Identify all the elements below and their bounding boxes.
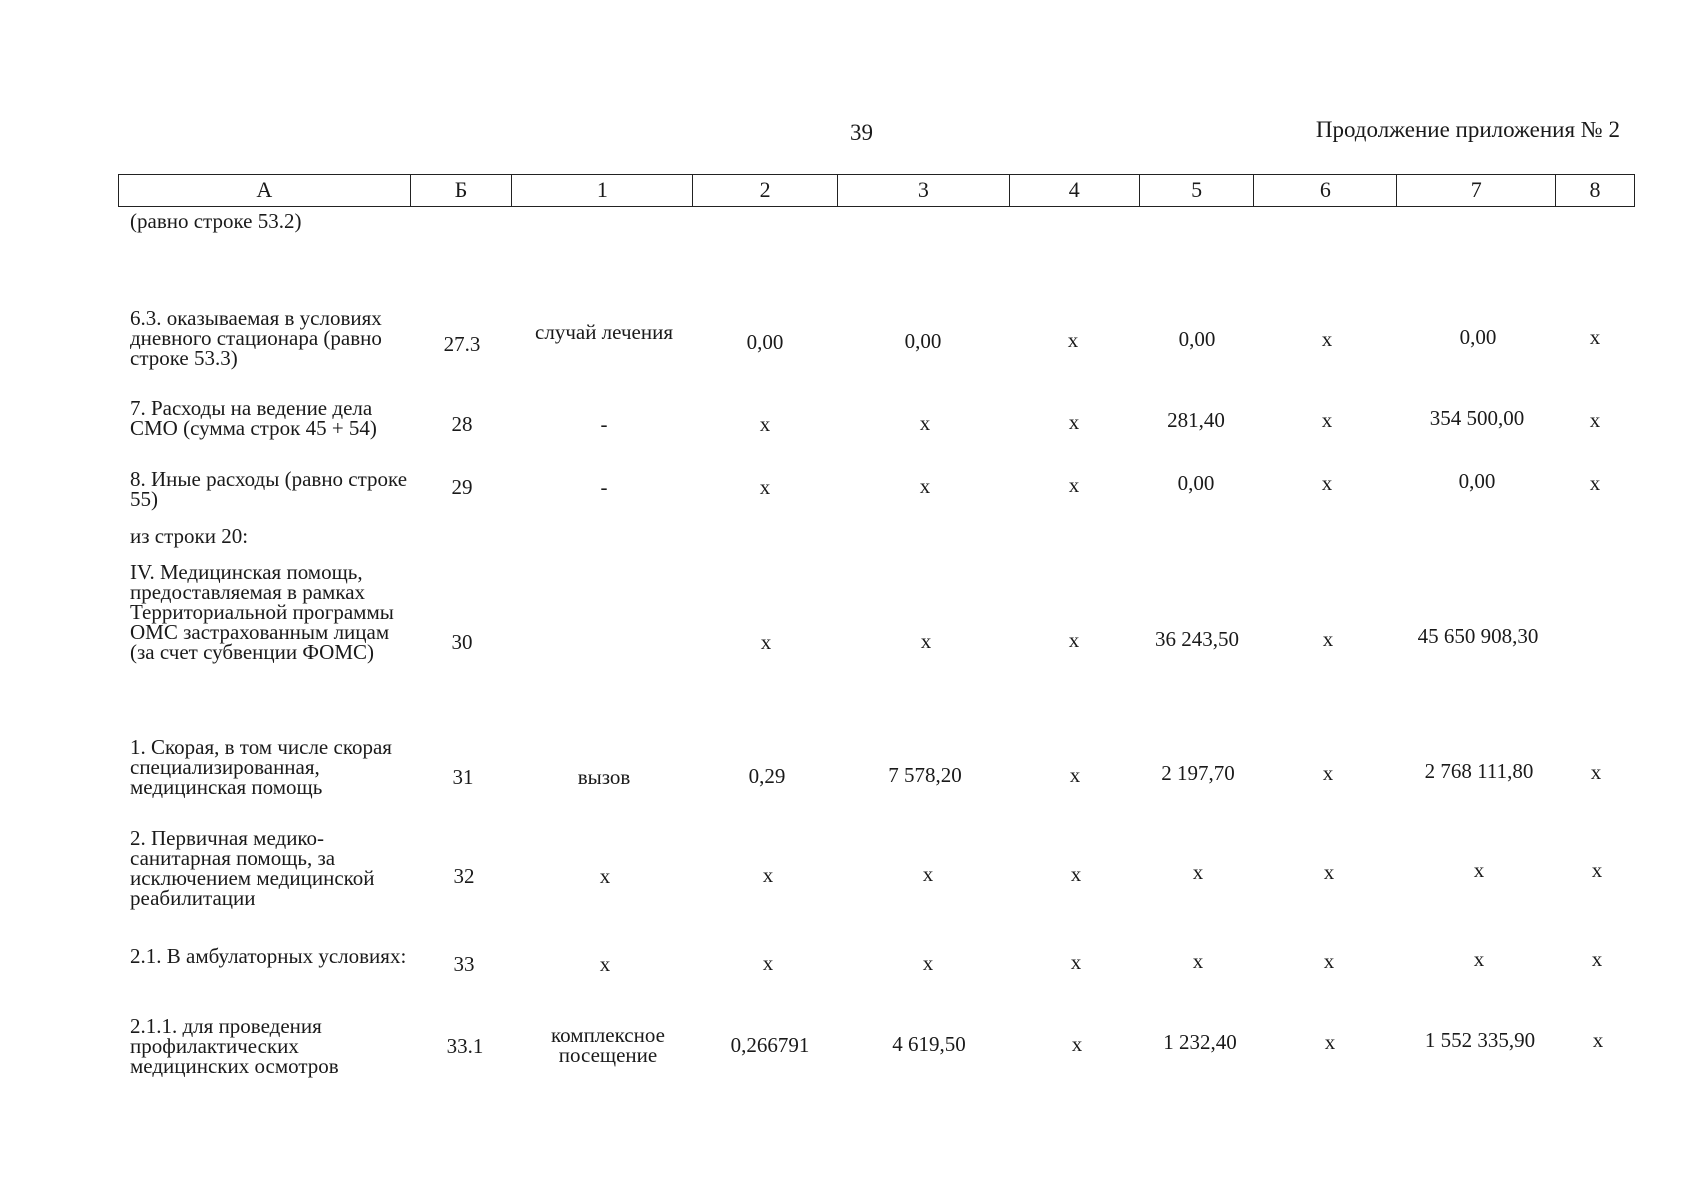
row-col-7: 45 650 908,30 (1417, 624, 1539, 648)
row-code: 33 (453, 952, 475, 976)
row-name: 6.3. оказываемая в условиях дневного стационара (равно строке 53.3) (130, 306, 382, 370)
header-col-4: 4 (1010, 175, 1140, 206)
row-col-8: х (1589, 408, 1601, 432)
header-col-6: 6 (1254, 175, 1397, 206)
row-col-5: 2 197,70 (1161, 761, 1235, 785)
row-col-2: х (759, 412, 771, 436)
row-code: 28 (451, 412, 473, 436)
row-col-4: х (1068, 410, 1080, 434)
row-name: 7. Расходы на ведение дела СМО (сумма строк 45 + 54) (130, 396, 377, 440)
row-col-4: х (1070, 862, 1082, 886)
row-col-6: х (1321, 327, 1333, 351)
header-col-8: 8 (1589, 177, 1601, 202)
row-col-5: 1 232,40 (1163, 1030, 1237, 1054)
row-name: 2.1. В амбулаторных условиях: (130, 944, 407, 968)
row-unit: х (599, 952, 611, 976)
row-col-8: х (1592, 1028, 1604, 1052)
row-col-8: х (1589, 471, 1601, 495)
header-col-5: 5 (1140, 175, 1255, 206)
row-col-6: х (1323, 949, 1335, 973)
row-unit: случай лечения (535, 320, 673, 344)
row-col-3: х (922, 862, 934, 886)
header-col-7: 7 (1397, 175, 1556, 206)
row-col-2: х (760, 630, 772, 654)
row-col-3: х (922, 951, 934, 975)
row-col-6: х (1323, 860, 1335, 884)
row-col-7: х (1473, 947, 1485, 971)
row-col-4: х (1069, 763, 1081, 787)
row-code: 27.3 (443, 332, 481, 356)
row-col-3: х (920, 629, 932, 653)
header-col-a: А (119, 175, 411, 206)
row-col-7: 0,00 (1459, 325, 1497, 349)
row-col-7: 1 552 335,90 (1424, 1028, 1536, 1052)
row-col-8: х (1591, 947, 1603, 971)
section-note: из строки 20: (130, 524, 249, 548)
row-col-3: 4 619,50 (892, 1032, 966, 1056)
row-unit: комплексное посещение (551, 1023, 665, 1067)
header-col-b: Б (411, 175, 513, 206)
table-header-row (118, 174, 1635, 207)
row-code: 30 (451, 630, 473, 654)
row-name: 2. Первичная медико-санитарная помощь, за исключением медицинской реабилитации (130, 826, 375, 910)
row-col-2: х (762, 863, 774, 887)
row-col-8: х (1589, 325, 1601, 349)
page-number: 39 (850, 120, 873, 145)
row-unit: х (599, 864, 611, 888)
row-col-4: х (1068, 473, 1080, 497)
row-unit: - (600, 412, 608, 436)
row-col-8: х (1590, 760, 1602, 784)
row-code: 33.1 (446, 1034, 484, 1058)
row-name: 1. Скорая, в том числе скорая специализированная, медицинская помощь (130, 735, 392, 799)
row-col-2: х (762, 951, 774, 975)
continuation-text: (равно строке 53.2) (130, 209, 302, 233)
row-col-7: 0,00 (1458, 469, 1496, 493)
row-col-2: 0,00 (746, 330, 784, 354)
row-col-5: х (1192, 949, 1204, 973)
row-col-2: 0,266791 (730, 1033, 810, 1057)
row-col-8: х (1591, 858, 1603, 882)
row-col-4: х (1071, 1032, 1083, 1056)
row-col-6: х (1321, 471, 1333, 495)
row-col-2: х (759, 475, 771, 499)
row-code: 31 (452, 765, 474, 789)
header-col-1: 1 (512, 175, 693, 206)
row-col-6: х (1322, 627, 1334, 651)
row-col-3: 0,00 (904, 329, 942, 353)
row-name: 8. Иные расходы (равно строке 55) (130, 467, 408, 511)
row-code: 32 (453, 864, 475, 888)
row-col-5: 0,00 (1178, 327, 1216, 351)
row-code: 29 (451, 475, 473, 499)
row-col-4: х (1067, 328, 1079, 352)
row-col-6: х (1322, 761, 1334, 785)
row-col-2: 0,29 (748, 764, 786, 788)
row-col-5: 36 243,50 (1155, 627, 1239, 651)
appendix-note: Продолжение приложения № 2 (1315, 117, 1620, 142)
row-name: 2.1.1. для проведения профилактических медицинских осмотров (130, 1014, 339, 1078)
row-name: IV. Медицинская помощь, предоставляемая в рамках Территориальной программы ОМС застрахованным лицам (за счет субвенции ФОМС) (130, 560, 394, 664)
row-unit: вызов (577, 765, 631, 789)
header-col-2: 2 (693, 175, 838, 206)
row-col-3: 7 578,20 (888, 763, 962, 787)
row-col-5: х (1192, 860, 1204, 884)
row-col-5: 281,40 (1167, 408, 1225, 432)
row-col-4: х (1068, 628, 1080, 652)
row-col-7: 2 768 111,80 (1424, 759, 1534, 783)
row-col-6: х (1321, 408, 1333, 432)
row-col-7: х (1473, 858, 1485, 882)
row-col-5: 0,00 (1177, 471, 1215, 495)
row-col-7: 354 500,00 (1429, 406, 1525, 430)
row-unit: - (600, 475, 608, 499)
row-col-3: х (919, 474, 931, 498)
row-col-3: х (919, 411, 931, 435)
row-col-4: х (1070, 950, 1082, 974)
header-col-3: 3 (838, 175, 1010, 206)
row-col-6: х (1324, 1030, 1336, 1054)
